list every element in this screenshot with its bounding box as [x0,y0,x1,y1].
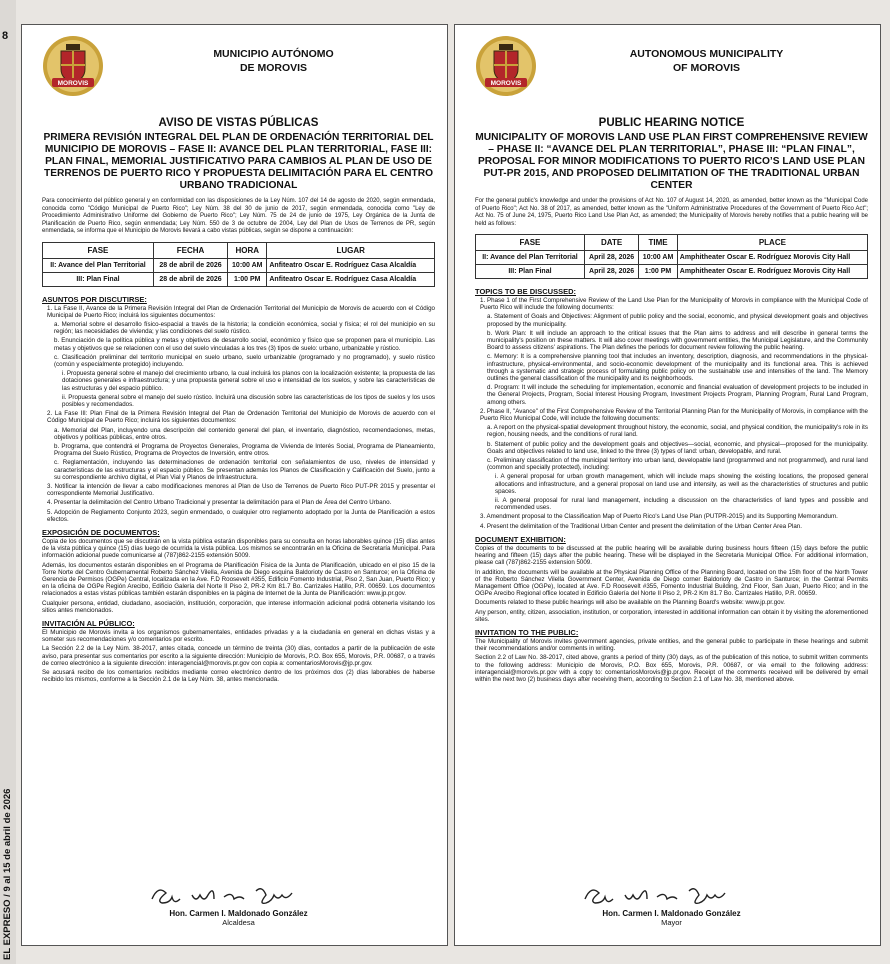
topics-list [475,297,868,530]
municipality-name-line1: MUNICIPIO AUTÓNOMO [213,48,334,60]
list-item: d. Program: It will include the scheduling for implementation, economic and financial evaluation of development projects to be included in the General Projects, Program, Social Interest Housing Program, Investment Projects Program, Planning Program, Rural Land Program, among others. [487,384,868,406]
section-heading-invitation: INVITACIÓN AL PÚBLICO: [42,619,135,629]
list-item: c. Preliminary classification of the municipal territory into urban land, developable land (programmed and not programmed), and rural land (common and specially protected), including: [487,457,868,472]
hearing-schedule-table [475,234,868,279]
signatory-role: Mayor [661,918,682,927]
signatory-name: Hon. Carmen I. Maldonado González [169,909,308,918]
signatory-name: Hon. Carmen I. Maldonado González [602,909,741,918]
list-item: i. Propuesta general sobre el manejo del crecimiento urbano, la cual incluirá los planos con la localización existente; la propuesta de las dotaciones generales e infraestructura; y una propuesta general sobre el uso e intensidad de los suelos, y sobre las características de las estructuras y del espacio público. [62,370,435,392]
cell-hora: 1:00 PM [228,272,267,286]
cell-lugar: Anfiteatro Oscar E. Rodríguez Casa Alcaldía [267,258,435,272]
signature-icon [144,881,334,909]
seal-banner: MOROVIS [490,80,522,87]
hearing-schedule-table [42,242,435,287]
cell-fase: II: Avance del Plan Territorial [43,258,154,272]
table-header: LUGAR [267,242,435,258]
municipal-seal-icon [42,35,104,97]
main-title: MUNICIPALITY OF MOROVIS LAND USE PLAN FIRST COMPREHENSIVE REVIEW – PHASE II: “AVANCE DEL PLAN TERRITORIAL”, PHASE III: “PLAN FINAL”, PROPOSAL FOR MINOR MODIFICATIONS TO PUERTO RICO’S LAND USE PLAN PUT-PR 2015, AND PROPOSED DELIMITATION OF THE TRADITIONAL URBAN CENTER [475,132,868,191]
invitation-text [42,629,435,683]
section-heading-topics: TOPICS TO BE DISCUSSED: [475,287,576,296]
section-heading-exhibition: DOCUMENT EXHIBITION: [475,534,566,544]
section-heading-topics: ASUNTOS POR DISCUTIRSE: [42,294,147,304]
list-item: 4. Presentar la delimitación del Centro Urbano Tradicional y presentar la delimitación para el Plan de Área del Centro Urbano. [47,499,392,507]
section-heading-exhibition: EXPOSICIÓN DE DOCUMENTOS: [42,527,160,537]
list-item: 1. La Fase II, Avance de la Primera Revisión Integral del Plan de Ordenación Territorial del Municipio de Morovis de acuerdo con el Código Municipal de Puerto Rico; incluirá los siguientes documentos: [47,304,435,319]
list-item: a. Memorial del Plan, incluyendo una descripción del contenido general del plan, el inventario, diagnóstico, recomendaciones, metas, objetivos y políticas públicas, entre otros. [54,426,435,441]
table-header: FASE [43,242,154,258]
table-header: HORA [228,242,267,258]
cell-place: Amphitheater Oscar E. Rodríguez Morovis City Hall [677,251,867,265]
seal-banner: MOROVIS [57,80,89,87]
paragraph: Copia de los documentos que se discutirán en la vista pública estarán disponibles para su consulta en horas laborables quince (15) días antes de la vista pública y quince (15) días luego de ocurrida la vista pública. Los mismos se encontrarán en la Oficina de Secretaría Municipal. Para información adicional puede comunicarse al (787)862-2155 extensión 5009. [42,537,435,560]
paragraph: Cualquier persona, entidad, ciudadano, asociación, institución, corporación, que interese información adicional podrá obtenerla visitando los sitios antes mencionados. [42,599,435,614]
cell-date: April 28, 2026 [584,251,638,265]
paragraph: Documents related to these public hearings will also be available on the Planning Board's website: www.jp.pr.gov. [475,599,785,607]
intro-paragraph: For the general public's knowledge and under the provisions of Act No. 107 of August 14, 2020, as amended, better known as the "Municipal Code of Puerto Rico"; Act No. 38 of 2017, as amended, better known as the "Uniform Administrative Procedures of the Government of Puerto Rico Act"; Act No. 75 of June 24, 1975, Puerto Rico Land Use Plan Act, as amended; the Municipality of Morovis hereby notifies that a public hearing will be held as follows: [475,198,868,227]
cell-time: 1:00 PM [639,265,677,279]
paragraph: Copies of the documents to be discussed at the public hearing will be available during business hours fifteen (15) days before the public hearing and fifteen (15) days after the public hearing. These will be displayed in the Secretaria Municipal Office. For additional information, please call (787)862-2155 extension 5009. [475,544,868,567]
cell-hora: 10:00 AM [228,258,267,272]
municipality-name-line2: OF MOROVIS [672,62,741,74]
paragraph: El Municipio de Morovis invita a los organismos gubernamentales, entidades privadas y a la ciudadanía en general en dichas vistas y a someter sus recomendaciones y/o comentarios por escrito. [42,629,435,644]
municipal-seal-icon [475,35,537,97]
exhibition-text [42,538,435,614]
list-item: 5. Adopción de Reglamento Conjunto 2023, según enmendado, o cualquier otro reglamento adoptado por la Junta de Planificación a estos efectos. [47,508,435,523]
list-item: c. Clasificación preliminar del territorio municipal en suelo urbano, suelo urbanizable (programado y no programado), y suelo rústico (común y especialmente protegido) incluyendo. [54,353,435,368]
list-item: 4. Present the delimitation of the Traditional Urban Center and present the delimitation of the Urban Center Area Plan. [480,522,802,530]
paragraph: In addition, the documents will be available at the Physical Planning Office of the Planning Board, located on the 15th floor of the North Tower of the Roberto Sánchez Vilella Government Center, Avenida de Diego corner Baldorioty de Castro in Santurce; in the Central Permits Management Office (OGPe), located at Ave. F.D Roosevelt #355, Fomento Industrial Building, 2nd Floor, San Juan, Puerto Rico; and in the OGPe Arecibo Regional office located in Edificio Galería del Norte II Piso 2, PR-2 Km 81.7 Bo. Carrizales Hatillo, P.R. 00659. [475,568,868,598]
table-header: FASE [476,235,585,251]
list-item: i. A general proposal for urban growth management, which will include maps showing the existing locations, the proposed general allocations and infrastructure, and a general proposal on land use and intensity, as well as the characteristics of structures and public spaces. [495,473,868,495]
cell-date: April 28, 2026 [584,265,638,279]
notice-title: PUBLIC HEARING NOTICE [598,117,745,129]
notice-title: AVISO DE VISTAS PÚBLICAS [158,117,319,129]
cell-fecha: 28 de abril de 2026 [153,258,227,272]
municipality-name-line2: DE MOROVIS [239,62,308,74]
list-item: b. Enunciación de la política pública y metas y objetivos de desarrollo social, económico y físico que se proponen para el municipio. Las metas y objetivos que se relacionen con el uso del suelo vinculadas a los tres (3) tipos de suelo: urbano, urbanizable y rústico. [54,337,435,352]
list-item: b. Work Plan: It will include an approach to the critical issues that the Plan aims to address and will describe in general terms the municipality's position on these matters. It will also cover meetings with government entities, the Municipal Legislature, and the Community Board to assess citizens' aspirations. The Plan defines the periods for document review following the public hearing. [487,329,868,352]
page-number: 8 [2,30,9,42]
section-heading-invitation: INVITATION TO THE PUBLIC: [475,627,579,637]
invitation-text [475,638,868,683]
table-header: DATE [584,235,638,251]
paragraph: The Municipality of Morovis invites government agencies, private entities, and the general public to participate in these hearings and submit their recommendations and/or comments in writing. [475,637,868,653]
cell-fase: III: Plan Final [476,265,585,279]
list-item: 3. Amendment proposal to the Classification Map of Puerto Rico's Land Use Plan (PUTPR-2015) and its Supporting Memorandum. [480,513,838,521]
masthead-text: EL EXPRESO / 9 al 15 de abril de 2026 [2,788,13,960]
cell-fecha: 28 de abril de 2026 [153,272,227,286]
list-item: 2. Phase II, "Avance" of the First Comprehensive Review of the Territorial Planning Plan for the Municipality of Morovis, in compliance with the Puerto Rico Municipal Code, will include the following documents: [480,407,868,423]
table-row [43,258,435,272]
list-item: b. Programa, que contendrá el Programa de Proyectos Generales, Programa de Vivienda de Interés Social, Programa de Planeamiento, Programa del Suelo Rústico, Programa de Proyectos de Inversión, entre otros. [54,442,435,458]
cell-place: Amphitheater Oscar E. Rodríguez Morovis City Hall [677,265,867,279]
municipality-name-line1: AUTONOMOUS MUNICIPALITY [629,48,784,60]
table-header: TIME [639,235,677,251]
intro-paragraph: Para conocimiento del público general y en conformidad con las disposiciones de la Ley Núm. 107 del 14 de agosto de 2020, según enmendada, conocida como "Código Municipal de Puerto Rico"; Ley Núm. 38 del 30 de junio de 2017, según enmendada, conocida como "Ley de Procedimiento Administrativo Uniforme del Gobierno de Puerto Rico"; Ley Núm. 75 de 24 de junio de 1975, Ley Orgánica de la Junta de Planificación de Puerto Rico, según enmendada; Ley Núm. 550 de 3 de octubre de 2004, Ley del Plan de Usos de Terrenos de PR, según enmendada, se informa que el Municipio de Morovis llevará a cabo vistas públicas, según se dispone a continuación: [42,198,435,234]
cell-time: 10:00 AM [639,251,677,265]
topics-list [42,305,435,523]
list-item: a. Statement of Goals and Objectives: Alignment of public policy and the social, economic, and physical development goals and objectives proposed by the municipality. [487,313,868,328]
list-item: a. A report on the physical-spatial development throughout history, the economic, social, and physical condition, the municipality's role in its region, housing needs, and the conditions of rural land. [487,424,868,439]
list-item: ii. A general proposal for rural land management, including a discussion on the characteristics of land types and possible and recommended uses. [495,497,868,512]
notice-panel-spanish [21,24,448,946]
list-item: a. Memorial sobre el desarrollo físico-espacial a través de la historia; la condición económica, social y física; el rol del municipio en su región; las necesidades de vivienda; y las condiciones del suelo rústico. [54,320,435,336]
cell-lugar: Anfiteatro Oscar E. Rodríguez Casa Alcaldía [267,272,435,286]
table-header: PLACE [677,235,867,251]
list-item: 3. Notificar la intención de llevar a cabo modificaciones menores al Plan de Uso de Terrenos de Puerto Rico PUT-PR 2015 y presentar el correspondiente Memorial Justificativo. [47,482,435,498]
list-item: ii. Propuesta general sobre el manejo del suelo rústico. Incluirá una discusión sobre las características de los tipos de suelos y los usos posibles y recomendados. [62,393,435,408]
list-item: c. Reglamentación, incluyendo las determinaciones de ordenación territorial con señalamientos de uso, niveles de intensidad y características de las estructuras y el espacio público. Se presentan además los Planos de Clasificación y Calificación del Suelo, junto a su correspondiente archivo digital, el Plan Vial y Planos de Infraestructura. [54,459,435,481]
table-row [43,272,435,286]
cell-fase: III: Plan Final [43,272,154,286]
notice-panel-english [454,24,881,946]
table-row [476,251,868,265]
main-title: PRIMERA REVISIÓN INTEGRAL DEL PLAN DE ORDENACIÓN TERRITORIAL DEL MUNICIPIO DE MOROVIS – FASE II: AVANCE DEL PLAN TERRITORIAL, FASE III: PLAN FINAL, MEMORIAL JUSTIFICATIVO PARA CAMBIOS AL PLAN DE USO DE TERRENOS DE PUERTO RICO Y PROPUESTA DELIMITACIÓN PARA EL CENTRO URBANO TRADICIONAL [43,132,434,191]
list-item: 2. La Fase III: Plan Final de la Primera Revisión Integral del Plan de Ordenación Territorial del Municipio de Morovis de acuerdo con el Código Municipal de Puerto Rico; incluirá los siguientes documentos: [47,410,435,425]
table-header: FECHA [153,242,227,258]
list-item: b. Statement of public policy and the development goals and objectives—social, economic, and physical—proposed for the municipality. Goals and objectives related to land use, linked to the three (3) types of land: urban, developable, and rural. [487,440,868,455]
exhibition-text [475,545,868,623]
signature-icon [577,881,767,909]
paragraph: Además, los documentos estarán disponibles en el Programa de Planificación Física de la Junta de Planificación, ubicado en el piso 15 de la Torre Norte del Centro Gubernamental Roberto Sánchez Vilella, Avenida de Diego esquina Baldorioty de Castro en Santurce; en la Oficina de Gerencia de Permisos (OGPe) Central, localizada en la Ave. F.D Roosevelt #355, Edificio Fomento Industrial, Piso 2, San Juan, Puerto Rico; y en la oficina de OGPe Región Arecibo, Edificio Galería del Norte II Piso 2, PR-2 Km 81.7 Bo. Carrizales Hatillo, P.R. 00659. Los documentos relacionados a estas vistas públicas también estarán disponibles en la página de Internet de la Junta de Planificación: www.jp.pr.gov. [42,561,435,598]
paragraph: Any person, entity, citizen, association, institution, or corporation, interested in additional information can obtain it by visiting the aforementioned sites. [475,608,868,623]
signatory-role: Alcaldesa [222,918,255,927]
list-item: c. Memory: It is a comprehensive planning tool that includes an inventory, description, diagnosis, and recommendations in the physical-infrastructure, physical-environmental, and socio-economic development of the municipality and its functional area. This is achieved through a systematic and strategic process of formulating public policy on the sustainable use and intensities of the land. The Memory outlines the general classification of the municipality and its neighborhoods. [487,353,868,383]
paragraph: Se acusará recibo de los comentarios recibidos mediante correo electrónico dentro de los próximos dos (2) días laborables de haberse recibido los mismos, conforme a la Sección 2.1 de la Ley Núm. 38, antes mencionada. [42,669,435,684]
paragraph: Section 2.2 of Law No. 38-2017, cited above, grants a period of thirty (30) days, as of the publication of this notice, to submit written comments to the following address: Municipio de Morovis, P.O. Box 655, Morovis, P.R. 00687, or via email to the following address: interagencial@morovis.pr.gov with a copy to: comentariosMorovis@jp.pr.gov. Receipt of the comments received will be delivered by email within the next two (2) business days after receiving them, according to Section 2.1 of Law No. 38, mentioned above. [475,654,868,683]
cell-fase: II: Avance del Plan Territorial [476,251,585,265]
paragraph: La Sección 2.2 de la Ley Núm. 38-2017, antes citada, concede un término de treinta (30) días, contados a partir de la publicación de este aviso, para presentar sus comentarios por escrito a la siguiente dirección: Municipio de Morovis, P.O. Box 655, Morovis, P.R. 00687, o a través de correo electrónico a la siguiente dirección: interagencial@morovis.pr.gov con copia a: comentariosMorovis@jp.pr.gov. [42,645,435,667]
list-item: 1. Phase 1 of the First Comprehensive Review of the Land Use Plan for the Municipality of Morovis in compliance with the Municipal Code of Puerto Rico will include the following documents: [480,297,868,312]
table-row [476,265,868,279]
